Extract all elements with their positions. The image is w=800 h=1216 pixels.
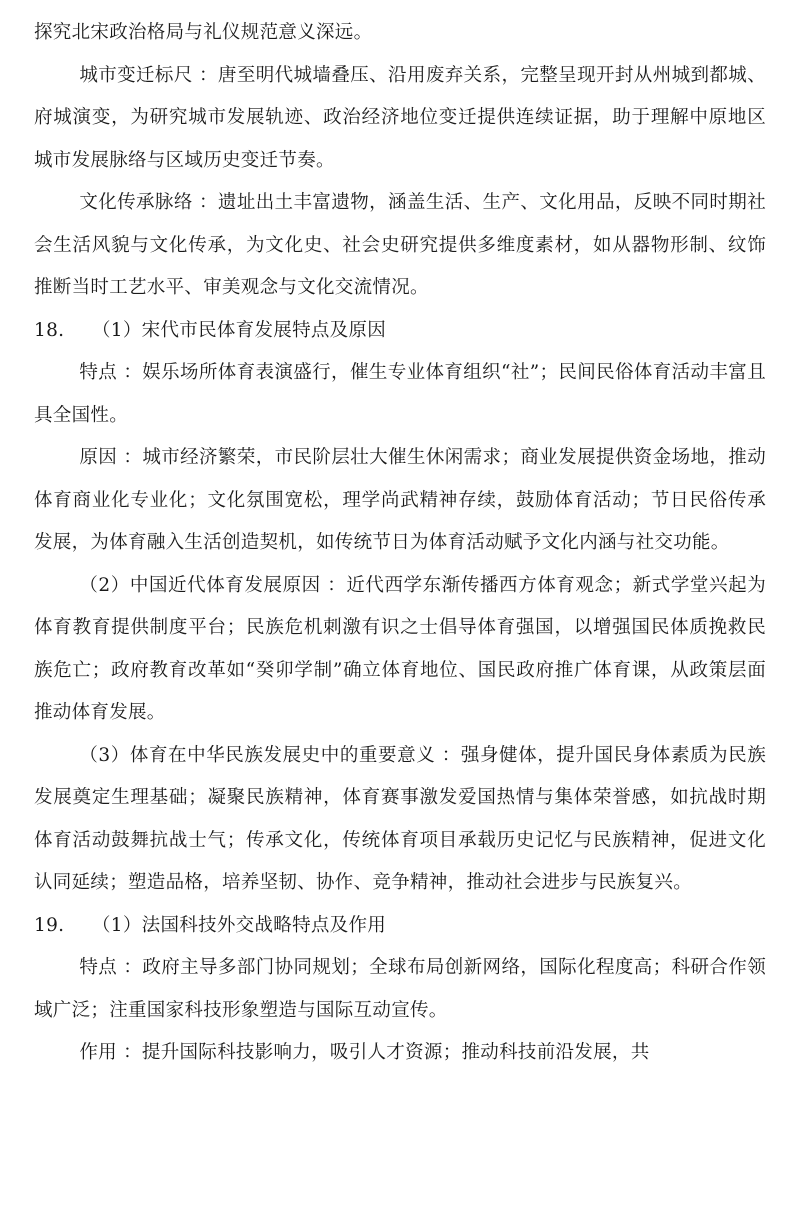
question-heading-19 xyxy=(34,905,766,948)
paragraph-text: 城市经济繁荣，市民阶层壮大催生休闲需求；商业发展提供资金场地，推动体育商业化专业化；文化氛围宽松，理学尚武精神存续，鼓励体育活动；节日民俗传承发展，为体育融入生活创造契机，如传统节日为体育活动赋予文化内涵与社交功能。 xyxy=(34,447,766,553)
question-number: 18. xyxy=(34,319,65,341)
paragraph-term: 文化传承脉络 ： xyxy=(79,192,218,213)
question-subtitle: （1）宋代市民体育发展特点及原因 xyxy=(92,319,387,341)
paragraph-text: 唐至明代城墙叠压、沿用废弃关系，完整呈现开封从州城到都城、府城演变，为研究城市发展轨迹、政治经济地位变迁提供连续证据，助于理解中原地区城市发展脉络与区域历史变迁节奏。 xyxy=(34,64,767,171)
paragraph-features xyxy=(34,352,766,437)
paragraph-continuation xyxy=(34,12,766,55)
paragraph-text: 娱乐场所体育表演盛行，催生专业体育组织“社”；民间民俗体育活动丰富且具全国性。 xyxy=(34,362,766,426)
paragraph-term: （3）体育在中华民族发展史中的重要意义 ： xyxy=(79,744,461,766)
paragraph-sports-significance xyxy=(34,735,766,905)
paragraph-term: 城市变迁标尺 ： xyxy=(79,64,218,86)
paragraph-text: 近代西学东渐传播西方体育观念；新式学堂兴起为体育教育提供制度平台；民族危机刺激有识之士倡导体育强国，以增强国民体质挽救民族危亡；政府教育改革如“癸卯学制”确立体育地位、国民政府推广体育课，从政策层面推动体育发展。 xyxy=(34,574,766,723)
paragraph-term: 作用 ： xyxy=(79,1042,142,1063)
question-number: 19. xyxy=(34,914,65,936)
paragraph-term: 特点 ： xyxy=(79,957,143,978)
paragraph-text: 遗址出土丰富遗物，涵盖生活、生产、文化用品，反映不同时期社会生活风貌与文化传承，为文化史、社会史研究提供多维度素材，如从器物形制、纹饰推断当时工艺水平、审美观念与文化交流情况。 xyxy=(34,192,767,298)
paragraph-text: 提升国际科技影响力，吸引人才资源；推动科技前沿发展，共 xyxy=(141,1042,650,1063)
question-heading-18 xyxy=(34,310,766,353)
paragraph-city-change xyxy=(34,55,766,183)
paragraph-modern-sports-reasons xyxy=(34,565,766,735)
paragraph-reasons xyxy=(34,437,766,565)
question-subtitle: （1）法国科技外交战略特点及作用 xyxy=(92,914,387,936)
paragraph-diplomacy-features xyxy=(34,947,766,1032)
paragraph-culture-heritage xyxy=(34,182,766,310)
paragraph-text: 探究北宋政治格局与礼仪规范意义深远。 xyxy=(34,22,373,43)
paragraph-term: （2）中国近代体育发展原因 ： xyxy=(79,574,347,596)
paragraph-diplomacy-effects xyxy=(34,1032,766,1075)
paragraph-text: 政府主导多部门协同规划；全球布局创新网络，国际化程度高；科研合作领域广泛；注重国家科技形象塑造与国际互动宣传。 xyxy=(34,957,766,1021)
paragraph-text: 强身健体，提升国民身体素质为民族发展奠定生理基础；凝聚民族精神，体育赛事激发爱国热情与集体荣誉感，如抗战时期体育活动鼓舞抗战士气；传承文化，传统体育项目承载历史记忆与民族精神，促进文化认同延续；塑造品格，培养坚韧、协作、竞争精神，推动社会进步与民族复兴。 xyxy=(34,744,767,893)
paragraph-term: 特点 ： xyxy=(79,362,143,383)
paragraph-term: 原因 ： xyxy=(79,447,143,468)
